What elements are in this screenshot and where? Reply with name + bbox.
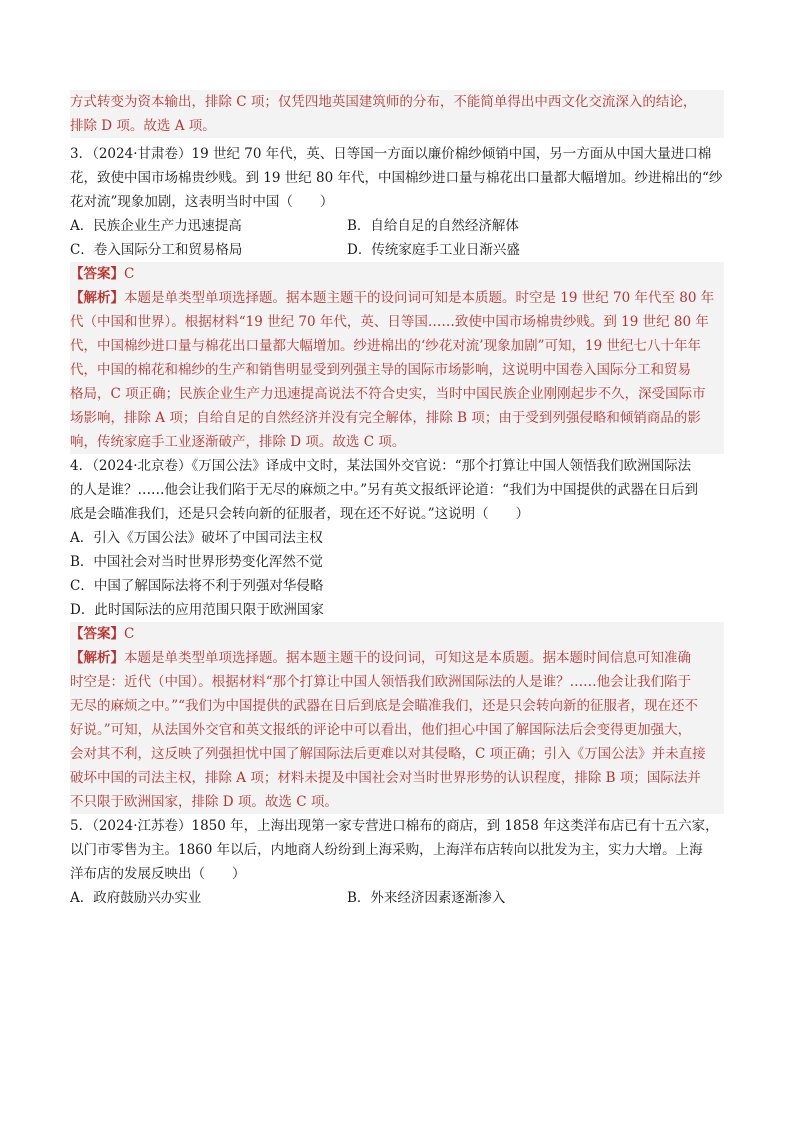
analysis-line: 场影响，排除 A 项；自给自足的自然经济并没有完全解体，排除 B 项；由于受到列强侵略和倾销商品的影 (70, 406, 724, 430)
analysis-tag: 【解析】 (70, 290, 124, 306)
answer-value: C (124, 266, 135, 282)
analysis-line: 响，传统家庭手工业逐渐破产，排除 D 项。故选 C 项。 (70, 430, 724, 454)
analysis-line: 代，中国的棉花和棉纱的生产和销售明显受到列强主导的国际市场影响，这说明中国卷入国际分工和贸易 (70, 358, 724, 382)
answer-line (70, 262, 724, 286)
question-stem-line: 以门市零售为主。1860 年以后，内地商人纷纷到上海采购，上海洋布店转向以批发为主，实力大增。上海 (70, 842, 703, 858)
analysis-line: 时空是：近代（中国）。根据材料“那个打算让中国人领悟我们欧洲国际法的人是谁？……他会让我们陷于 (70, 670, 724, 694)
analysis-line: 好说。”可知，从法国外交官和英文报纸的评论中可以看出，他们担心中国了解国际法后会变得更加强大， (70, 718, 724, 742)
option-a: A．引入《万国公法》破坏了中国司法主权 (70, 530, 323, 546)
analysis-text: 本题是单类型单项选择题。据本题主题干的设问词可知是本质题。时空是 19 世纪 70 年代至 80 年 (124, 290, 715, 306)
question-stem-line: 底是会瞄准我们，还是只会转向新的征服者，现在还不好说。”这说明（ ） (70, 506, 530, 522)
analysis-line: 无尽的麻烦之中。”“我们为中国提供的武器在日后到底是会瞄准我们，还是只会转向新的征服者，现在还不 (70, 694, 724, 718)
question-stem-line: 5．（2024·江苏卷）1850 年，上海出现第一家专营进口棉布的商店，到 1858 年这类洋布店已有十五六家， (70, 818, 719, 834)
option-row (70, 886, 724, 910)
option-row (70, 214, 724, 238)
answer-tag: 【答案】 (70, 266, 124, 282)
prev-analysis-line: 排除 D 项。故选 A 项。 (70, 114, 724, 138)
question-stem-line: 3．（2024·甘肃卷）19 世纪 70 年代，英、日等国一方面以廉价棉纱倾销中国，另一方面从中国大量进口棉 (70, 146, 712, 162)
option-b: B．外来经济因素逐渐渗入 (347, 890, 506, 906)
question-stem-line: 4．（2024·北京卷）《万国公法》译成中文时，某法国外交官说：“那个打算让中国人领悟我们欧洲国际法 (70, 458, 692, 474)
question-4 (70, 454, 724, 814)
question-stem-line: 洋布店的发展反映出（ ） (70, 866, 246, 882)
analysis-line: 代，中国棉纱进口量与棉花出口量都大幅增加。纱进棉出的‘纱花对流’现象加剧”可知，19 世纪七八十年年 (70, 334, 724, 358)
option-a: A．政府鼓励兴办实业 (70, 890, 202, 906)
question-stem-line: 的人是谁？……他会让我们陷于无尽的麻烦之中。”另有英文报纸评论道：“我们为中国提供的武器在日后到 (70, 482, 699, 498)
question-3 (70, 142, 724, 454)
option-d: D．此时国际法的应用范围只限于欧洲国家 (70, 602, 324, 618)
question-5 (70, 814, 724, 910)
option-c: C．中国了解国际法将不利于列强对华侵略 (70, 578, 324, 594)
question-stem-line: 花对流”现象加剧，这表明当时中国（ ） (70, 194, 334, 210)
question-stem-line: 花，致使中国市场棉贵纱贱。到 19 世纪 80 年代，中国棉纱进口量与棉花出口量都大幅增加。纱进棉出的“纱 (70, 170, 723, 186)
document-page (70, 90, 724, 910)
analysis-tag: 【解析】 (70, 650, 124, 666)
analysis-text: 本题是单类型单项选择题。据本题主题干的设问词，可知这是本质题。据本题时间信息可知准确 (124, 650, 691, 666)
analysis-line (70, 646, 724, 670)
option-c: C．卷入国际分工和贸易格局 (70, 242, 243, 258)
option-b: B．中国社会对当时世界形势变化浑然不觉 (70, 554, 323, 570)
answer-line (70, 622, 724, 646)
analysis-line: 破坏中国的司法主权，排除 A 项；材料未提及中国社会对当时世界形势的认识程度，排除 B 项；国际法并 (70, 766, 724, 790)
analysis-line: 不只限于欧洲国家，排除 D 项。故选 C 项。 (70, 790, 724, 814)
analysis-line (70, 286, 724, 310)
option-row (70, 238, 724, 262)
option-b: B．自给自足的自然经济解体 (347, 218, 519, 234)
answer-tag: 【答案】 (70, 626, 124, 642)
analysis-line: 格局，C 项正确；民族企业生产力迅速提高说法不符合史实，当时中国民族企业刚刚起步不久，深受国际市 (70, 382, 724, 406)
option-d: D．传统家庭手工业日渐兴盛 (347, 242, 520, 258)
analysis-line: 会对其不利，这反映了列强担忧中国了解国际法后更难以对其侵略，C 项正确；引入《万国公法》并未直接 (70, 742, 724, 766)
answer-value: C (124, 626, 135, 642)
prev-analysis-line: 方式转变为资本输出，排除 C 项；仅凭四地英国建筑师的分布，不能简单得出中西文化交流深入的结论， (70, 90, 724, 114)
analysis-line: 代（中国和世界）。根据材料“19 世纪 70 年代，英、日等国……致使中国市场棉贵纱贱。到 19 世纪 80 年 (70, 310, 724, 334)
option-a: A．民族企业生产力迅速提高 (70, 218, 242, 234)
